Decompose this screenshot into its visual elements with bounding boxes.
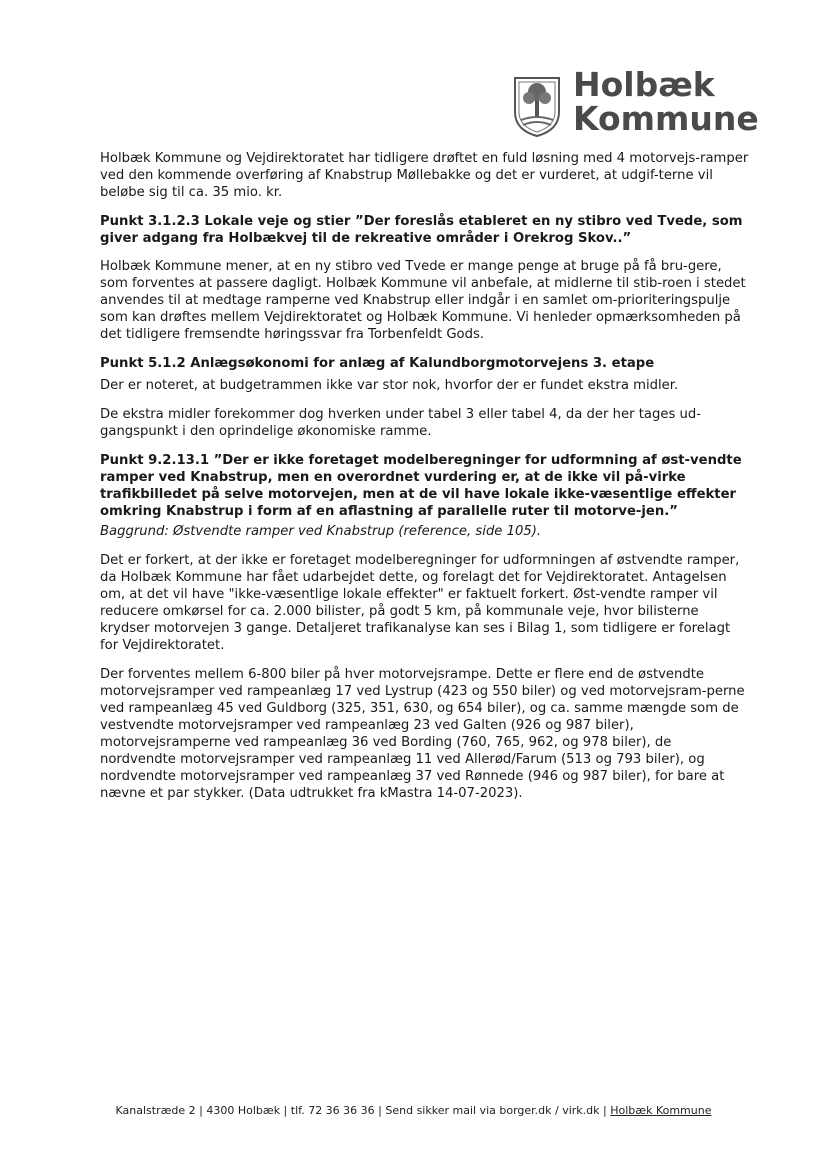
footer-link-holbaek[interactable]: Holbæk Kommune [610,1104,712,1117]
paragraph-stibro: Holbæk Kommune mener, at en ny stibro ved Tvede er mange penge at bruge på få bru-gere, som forventes at passere dagligt. Holbæk Kommune vil anbefale, at midlerne til stib-roen i stedet anvendes til at medtage ramperne ved Knabstrup eller indgår i en samlet om-prioriteringspulje som kan drøftes mellem Vejdirektoratet og Holbæk Kommune. Vi henleder opmærksomheden på det tidligere fremsendte høringssvar fra Torbenfeldt Gods. [100,259,746,342]
paragraph-extra-funds: De ekstra midler forekommer dog hverken under tabel 3 eller tabel 4, da der her tages ud-gangspunkt i den oprindelige økonomiske ramme. [100,407,701,439]
heading-punkt-9-2-13-1: Punkt 9.2.13.1 ”Der er ikke foretaget modelberegninger for udformning af øst-vendte ramper ved Knabstrup, men en overordnet vurdering er, at de ikke vil på-virke trafikbilledet på selve motorvejen, men at de vil have lokale ikke-væsentlige effekter omkring Knabstrup i form af en aflastning af parallelle ruter til motorve-jen.” [100,453,742,519]
letter-body [100,150,750,814]
footer-contact-text: Kanalstræde 2 | 4300 Holbæk | tlf. 72 36 36 36 | Send sikker mail via borger.dk / virk.dk | [115,1104,611,1117]
logo-name-line1: Holbæk [573,65,715,104]
paragraph-budget: Der er noteret, at budgetrammen ikke var stor nok, hvorfor der er fundet ekstra midler. [100,378,679,393]
heading-punkt-5-1-2: Punkt 5.1.2 Anlægsøkonomi for anlæg af Kalundborgmotorvejens 3. etape [100,356,655,371]
holbaek-logo [511,65,759,142]
footer-contact [0,1104,827,1117]
background-note: Baggrund: Østvendte ramper ved Knabstrup (reference, side 105). [100,524,542,539]
paragraph-traffic-volumes: Der forventes mellem 6-800 biler på hver motorvejsrampe. Dette er flere end de østvendte motorvejsramper ved rampeanlæg 17 ved Lystrup (423 og 550 biler) og ved motorvejsram-perne ved rampeanlæg 45 ved Guldborg (325, 351, 630, og 654 biler), og ca. samme mængde som de vestvendte motorvejsramper ved rampeanlæg 23 ved Galten (926 og 987 biler), motorvejsramperne ved rampeanlæg 36 ved Bording (760, 765, 962, og 978 biler), de nordvendte motorvejsramper ved rampeanlæg 11 ved Allerød/Farum (513 og 793 biler), og nordvendte motorvejsramper ved rampeanlæg 37 ved Rønnede (946 og 987 biler), for bare at nævne et par stykker. (Data udtrukket fra kMastra 14-07-2023). [100,667,745,801]
coat-of-arms-icon [511,74,563,138]
paragraph-model-calculations: Det er forkert, at der ikke er foretaget modelberegninger for udformningen af østvendte ramper, da Holbæk Kommune har fået udarbejdet dette, og forelagt det for Vejdirektoratet. Antagelsen om, at det vil have "ikke-væsentlige lokale effekter" er faktuelt forkert. Øst-vendte ramper vil reducere omkørsel for ca. 2.000 bilister, på godt 5 km, på kommunale veje, hvor bilisterne krydser motorvejen 3 gange. Detaljeret trafikanalyse kan ses i Bilag 1, som tidligere er forelagt for Vejdirektoratet. [100,553,740,653]
heading-punkt-3-1-2-3: Punkt 3.1.2.3 Lokale veje og stier ”Der foreslås etableret en ny stibro ved Tvede, som giver adgang fra Holbækvej til de rekreative områder i Orekrog Skov..” [100,214,743,246]
paragraph-ramp-cost: Holbæk Kommune og Vejdirektoratet har tidligere drøftet en fuld løsning med 4 motorvejs-ramper ved den kommende overføring af Knabstrup Møllebakke og det er vurderet, at udgif-terne vil beløbe sig til ca. 35 mio. kr. [100,151,749,200]
logo-name-line2: Kommune [573,99,759,138]
